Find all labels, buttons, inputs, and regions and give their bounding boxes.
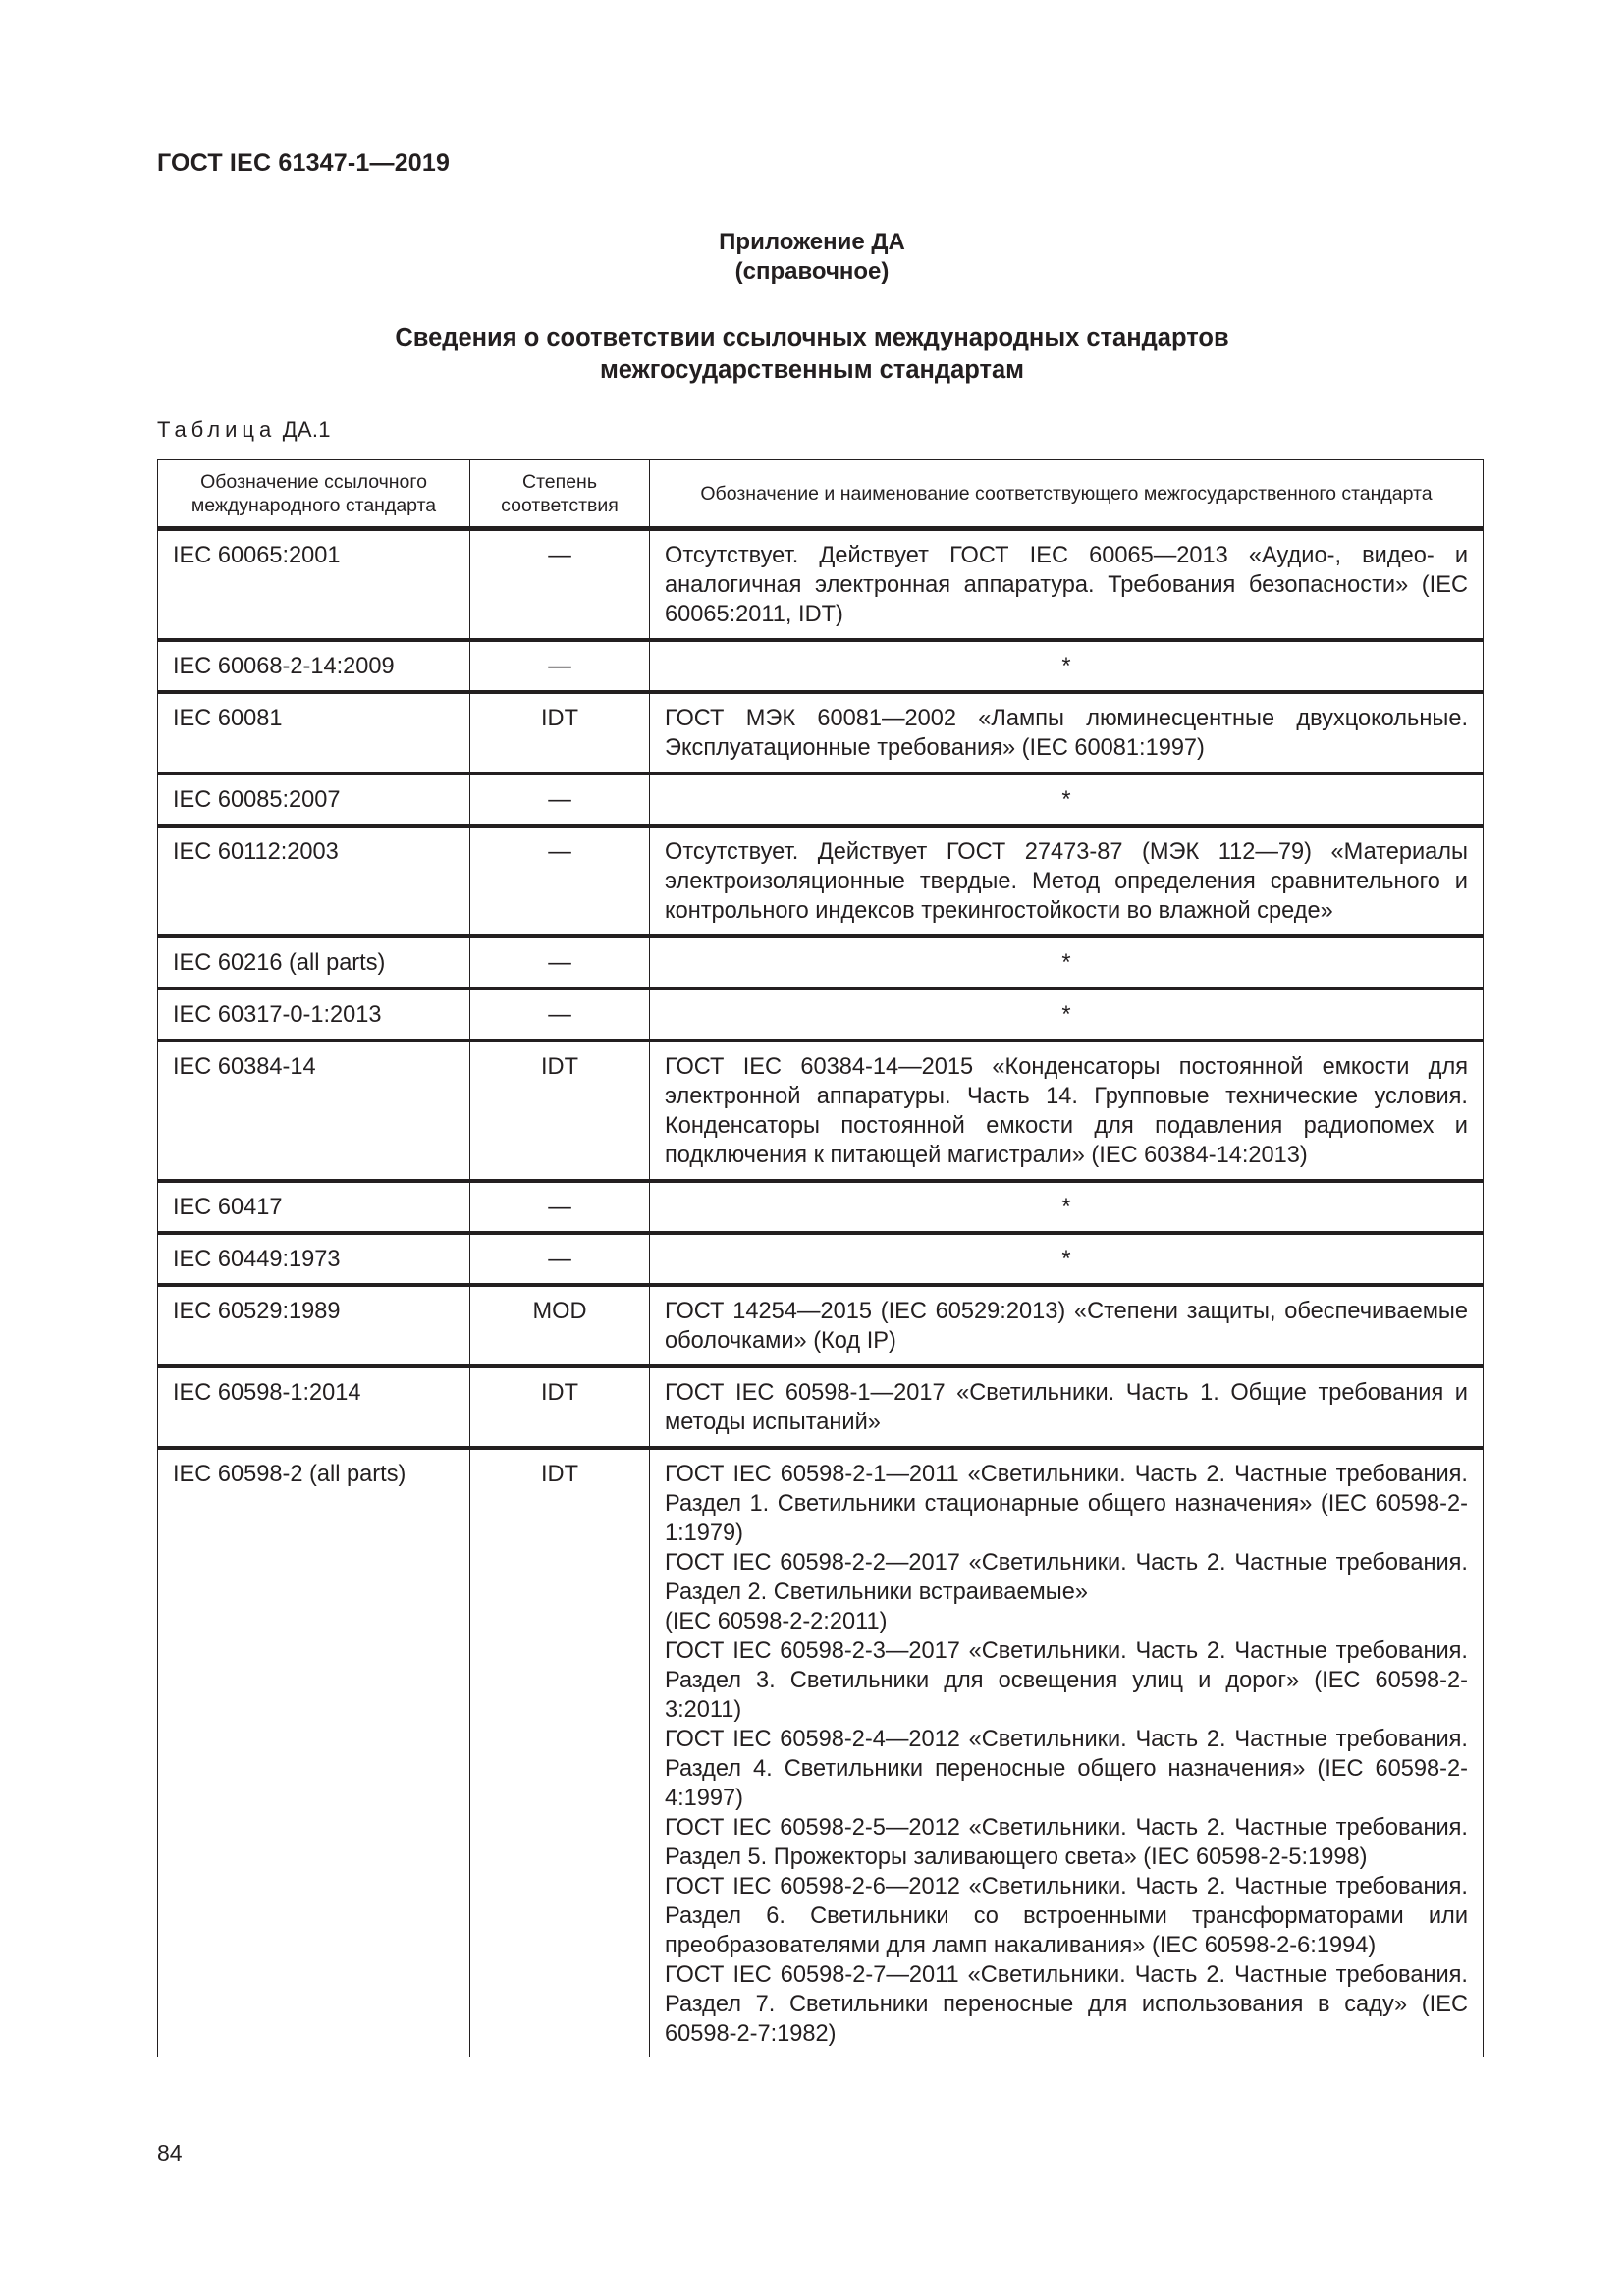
column-header-name: Обозначение и наименование соответствующего межгосударственного стандарта — [650, 460, 1484, 529]
cell-interstate-standard — [650, 936, 1484, 988]
standard-entry: * — [1061, 787, 1071, 813]
table-row — [158, 1233, 1484, 1285]
cell-reference-standard: IEC 60081 — [158, 692, 470, 774]
table-row — [158, 1181, 1484, 1233]
standard-entry: ГОСТ МЭК 60081—2002 «Лампы люминесцентные двухцокольные. Эксплуатационные требования» (IEC 60081:1997) — [665, 706, 1468, 761]
standard-entry: Отсутствует. Действует ГОСТ 27473-87 (МЭК 112—79) «Материалы электроизоляционные твердые. Метод определения сравнительного и контрольного индексов трекингостойкости во влажной среде» — [665, 839, 1468, 924]
table-body — [158, 529, 1484, 2058]
cell-interstate-standard — [650, 774, 1484, 826]
section-heading-line-2: межгосударственным стандартам — [599, 356, 1025, 384]
cell-degree: — — [470, 640, 650, 692]
standard-entry: * — [1061, 1002, 1071, 1028]
standard-entry: ГОСТ IEC 60598-2-2—2017 «Светильники. Часть 2. Частные требования. Раздел 2. Светильники встраиваемые» — [665, 1550, 1468, 1605]
table-row — [158, 936, 1484, 988]
table-row — [158, 529, 1484, 641]
cell-reference-standard: IEC 60449:1973 — [158, 1233, 470, 1285]
standard-entry: ГОСТ IEC 60598-2-4—2012 «Светильники. Часть 2. Частные требования. Раздел 4. Светильники переносные общего назначения» (IEC 60598-2-4:1997) — [665, 1727, 1468, 1811]
cell-interstate-standard — [650, 1181, 1484, 1233]
cell-degree: MOD — [470, 1285, 650, 1366]
page-number: 84 — [157, 2140, 183, 2165]
cell-reference-standard: IEC 60065:2001 — [158, 529, 470, 641]
cell-degree: — — [470, 529, 650, 641]
standard-entry: ГОСТ IEC 60598-2-3—2017 «Светильники. Часть 2. Частные требования. Раздел 3. Светильники для освещения улиц и дорог» (IEC 60598-2-3:2011) — [665, 1638, 1468, 1723]
appendix-title: Приложение ДА — [719, 229, 905, 255]
cell-reference-standard: IEC 60085:2007 — [158, 774, 470, 826]
table-row — [158, 988, 1484, 1041]
cell-reference-standard: IEC 60068-2-14:2009 — [158, 640, 470, 692]
cell-degree: IDT — [470, 692, 650, 774]
cell-reference-standard: IEC 60529:1989 — [158, 1285, 470, 1366]
standard-entry: * — [1061, 1195, 1071, 1220]
cell-interstate-standard — [650, 529, 1484, 641]
cell-degree: IDT — [470, 1041, 650, 1181]
standard-entry: (IEC 60598-2-2:2011) — [665, 1609, 888, 1634]
table-row — [158, 1285, 1484, 1366]
cell-degree: — — [470, 826, 650, 936]
cell-degree: — — [470, 988, 650, 1041]
cell-interstate-standard — [650, 1285, 1484, 1366]
cell-degree: IDT — [470, 1448, 650, 2057]
cell-interstate-standard — [650, 1233, 1484, 1285]
cell-reference-standard: IEC 60216 (all parts) — [158, 936, 470, 988]
document-code: ГОСТ IEC 61347-1—2019 — [157, 149, 451, 177]
standard-entry: * — [1061, 950, 1071, 976]
cell-interstate-standard — [650, 1041, 1484, 1181]
table-row — [158, 692, 1484, 774]
standard-entry: ГОСТ IEC 60598-2-7—2011 «Светильники. Часть 2. Частные требования. Раздел 7. Светильники переносные для использования в саду» (IEC 60598-2-7:1982) — [665, 1962, 1468, 2047]
cell-degree: — — [470, 936, 650, 988]
section-heading — [0, 322, 1624, 387]
cell-interstate-standard — [650, 640, 1484, 692]
cell-interstate-standard — [650, 826, 1484, 936]
cell-interstate-standard — [650, 1366, 1484, 1448]
table-row — [158, 1448, 1484, 2057]
standard-entry: ГОСТ IEC 60598-2-1—2011 «Светильники. Часть 2. Частные требования. Раздел 1. Светильники стационарные общего назначения» (IEC 60598-2-1:1979) — [665, 1462, 1468, 1546]
cell-interstate-standard — [650, 1448, 1484, 2057]
standards-table — [157, 459, 1484, 2057]
table-row — [158, 640, 1484, 692]
table-row — [158, 826, 1484, 936]
cell-degree: — — [470, 1233, 650, 1285]
cell-reference-standard: IEC 60384-14 — [158, 1041, 470, 1181]
standard-entry: ГОСТ IEC 60598-1—2017 «Светильники. Часть 1. Общие требования и методы испытаний» — [665, 1380, 1468, 1435]
table-row — [158, 1366, 1484, 1448]
table-header-row — [158, 460, 1484, 529]
standard-entry: ГОСТ IEC 60384-14—2015 «Конденсаторы постоянной емкости для электронной аппаратуры. Часть 14. Групповые технические условия. Конденсаторы постоянной емкости для подавления радиопомех и подключения к питающей магистрали» (IEC 60384-14:2013) — [665, 1054, 1468, 1168]
table-caption — [157, 417, 331, 443]
appendix-subtitle: (справочное) — [734, 258, 890, 285]
cell-reference-standard: IEC 60598-1:2014 — [158, 1366, 470, 1448]
standard-entry: * — [1061, 654, 1071, 679]
cell-degree: — — [470, 1181, 650, 1233]
cell-degree: — — [470, 774, 650, 826]
standard-entry: Отсутствует. Действует ГОСТ IEC 60065—2013 «Аудио-, видео- и аналогичная электронная аппаратура. Требования безопасности» (IEC 60065:2011, IDT) — [665, 543, 1468, 627]
cell-reference-standard: IEC 60598-2 (all parts) — [158, 1448, 470, 2057]
table-caption-number: ДА.1 — [282, 417, 331, 442]
standard-entry: * — [1061, 1247, 1071, 1272]
column-header-reference: Обозначение ссылочного международного стандарта — [158, 460, 470, 529]
standard-entry: ГОСТ IEC 60598-2-5—2012 «Светильники. Часть 2. Частные требования. Раздел 5. Прожекторы заливающего света» (IEC 60598-2-5:1998) — [665, 1815, 1468, 1870]
cell-degree: IDT — [470, 1366, 650, 1448]
cell-interstate-standard — [650, 692, 1484, 774]
section-heading-line-1: Сведения о соответствии ссылочных международных стандартов — [395, 324, 1229, 351]
cell-reference-standard: IEC 60112:2003 — [158, 826, 470, 936]
table-caption-label: Таблица — [157, 417, 277, 442]
cell-reference-standard: IEC 60317-0-1:2013 — [158, 988, 470, 1041]
table-header — [158, 460, 1484, 529]
cell-interstate-standard — [650, 988, 1484, 1041]
appendix-block — [0, 228, 1624, 287]
table-row — [158, 774, 1484, 826]
table-row — [158, 1041, 1484, 1181]
standard-entry: ГОСТ 14254—2015 (IEC 60529:2013) «Степени защиты, обеспечиваемые оболочками» (Код IP) — [665, 1299, 1468, 1354]
column-header-degree: Степень соответствия — [470, 460, 650, 529]
cell-reference-standard: IEC 60417 — [158, 1181, 470, 1233]
standard-entry: ГОСТ IEC 60598-2-6—2012 «Светильники. Часть 2. Частные требования. Раздел 6. Светильники со встроенными трансформаторами или преобразователями для ламп накаливания» (IEC 60598-2-6:1994) — [665, 1874, 1468, 1958]
